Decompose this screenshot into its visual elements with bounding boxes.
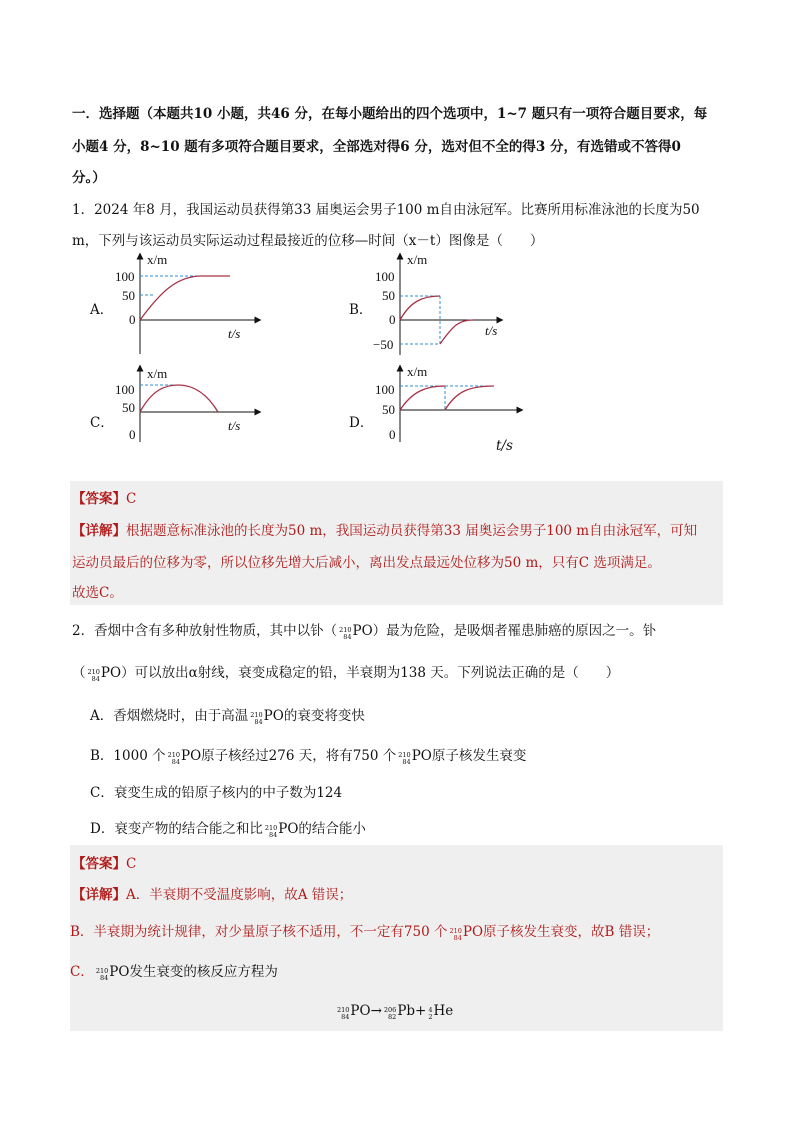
q1-answer-line (72, 487, 136, 507)
q1-stem-line2: m，下列与该运动员实际运动过程最接近的位移—时间（x－t）图像是（ ） (72, 233, 544, 249)
graph-b-curve-down (440, 320, 473, 344)
graph-a-ylabel: x/m (147, 252, 168, 267)
q2-stem-line2-a: （ (72, 665, 86, 681)
q2-option-b: B．1000 个 210 84 PO原子核经过276 天，将有750 个 210 84 PO原子核发生衰变 (90, 748, 527, 766)
q1-option-b-label: B． (349, 302, 373, 318)
graph-b-tick-100: 100 (375, 269, 395, 284)
graph-c (110, 362, 270, 444)
q2-detail-a: 【详解】A．半衰期不受温度影响，故A 错误； (72, 887, 353, 903)
po-nuclide: 210 84 (167, 751, 180, 766)
q2-stem-line1-b: PO）最为危险，是吸烟者罹患肺癌的原因之一。钋 (352, 623, 657, 639)
q1-detail-line2: 运动员最后的位移为零，所以位移先增大后减小，离出发点最远处位移为50 m，只有C 选项满足。 (72, 555, 661, 571)
graph-c-xlabel: t/s (228, 418, 241, 433)
graph-d-tick-0: 0 (389, 427, 396, 442)
graph-c-tick-0: 0 (129, 427, 136, 442)
graph-d-xlabel: t/s (496, 438, 513, 454)
q2-answer-value: C (126, 856, 137, 872)
graph-a (110, 250, 270, 360)
graph-b-tick-50: 50 (382, 288, 395, 303)
graph-b (370, 250, 520, 360)
q2-stem-line2 (72, 661, 619, 683)
q2-answer-label: 【答案】 (72, 856, 126, 872)
section-header-line3: 分。） (72, 170, 106, 186)
q2-answer-block (70, 845, 723, 1031)
graph-c-ylabel: x/m (147, 366, 168, 381)
graph-a-tick-50: 50 (122, 288, 135, 303)
graph-b-ylabel: x/m (407, 252, 428, 267)
graph-d-tick-100: 100 (375, 382, 395, 397)
po-nuclide: 210 84 (264, 824, 278, 839)
graph-c-curve (140, 385, 218, 412)
q1-option-a-label: A． (90, 302, 114, 318)
graph-b-xlabel: t/s (485, 323, 498, 338)
po-nuclide: 210 84 (449, 927, 462, 942)
po-nuclide: 210 84 (339, 626, 352, 641)
q1-detail-text1: 根据题意标准泳池的长度为50 m，我国运动员获得第33 届奥运会男子100 m自由泳冠军，可知 (126, 523, 698, 539)
q2-stem-line1-a: 2．香烟中含有多种放射性物质，其中以钋（ (72, 623, 338, 639)
q2-detail-b: B．半衰期为统计规律，对少量原子核不适用，不一定有750 个 210 84 PO原子核发生衰变，故B 错误； (70, 924, 660, 942)
q2-detail-c: C． 210 84 PO发生衰变的核反应方程为 (70, 964, 278, 982)
graph-d-curve-2 (445, 386, 494, 410)
graph-b-tick-0: 0 (389, 312, 396, 327)
graph-a-xlabel: t/s (228, 326, 241, 341)
graph-a-curve (140, 276, 230, 320)
graph-d (370, 362, 530, 444)
q1-detail-line3: 故选C。 (72, 585, 123, 601)
q1-answer-value: C (126, 491, 137, 507)
section-header-line2: 小题4 分，8~10 题有多项符合题目要求，全部选对得6 分，选对但不全的得3 分，有选错或不答得0 (72, 139, 681, 155)
q1-detail-line1 (72, 519, 697, 539)
section-header-line1: 一．选择题（本题共10 小题，共46 分，在每小题给出的四个选项中，1~7 题只有一项符合题目要求，每 (72, 106, 708, 122)
q2-answer-line (72, 852, 136, 872)
q1-detail-label: 【详解】 (72, 523, 126, 539)
po-nuclide: 210 84 (87, 668, 100, 683)
q2-stem-line1 (72, 619, 656, 641)
po-nuclide: 210 84 (250, 711, 263, 726)
q1-answer-label: 【答案】 (72, 491, 126, 507)
q1-option-d-label: D． (349, 415, 374, 431)
graph-d-tick-50: 50 (382, 402, 395, 417)
q1-answer-block (70, 481, 723, 605)
q1-option-c-label: C． (90, 415, 114, 431)
q2-option-a: A．香烟燃烧时，由于高温 210 84 PO的衰变将变快 (90, 708, 365, 726)
po-nuclide: 210 84 (95, 967, 109, 982)
q2-option-c: C．衰变生成的铅原子核内的中子数为124 (90, 785, 343, 801)
graph-a-tick-100: 100 (115, 269, 135, 284)
graph-c-tick-50: 50 (122, 400, 135, 415)
graph-a-tick-0: 0 (129, 312, 136, 327)
graph-c-tick-100: 100 (115, 382, 135, 397)
graph-b-curve-up (400, 296, 440, 320)
graph-b-tick-neg50: −50 (373, 337, 394, 352)
nuclear-equation: 210 84 PO→ 206 82 Pb+ 4 2 He (337, 1003, 454, 1021)
graph-d-curve-1 (400, 386, 445, 410)
po-nuclide: 210 84 (398, 751, 411, 766)
q2-detail-label: 【详解】 (72, 887, 126, 903)
q1-stem-line1: 1．2024 年8 月，我国运动员获得第33 届奥运会男子100 m自由泳冠军。比赛所用标准泳池的长度为50 (72, 202, 700, 218)
q2-stem-line2-b: PO）可以放出α射线，衰变成稳定的铅，半衰期为138 天。下列说法正确的是（ ） (100, 665, 620, 681)
q2-option-d: D．衰变产物的结合能之和比 210 84 PO的结合能小 (90, 821, 366, 839)
graph-d-ylabel: x/m (407, 364, 428, 379)
